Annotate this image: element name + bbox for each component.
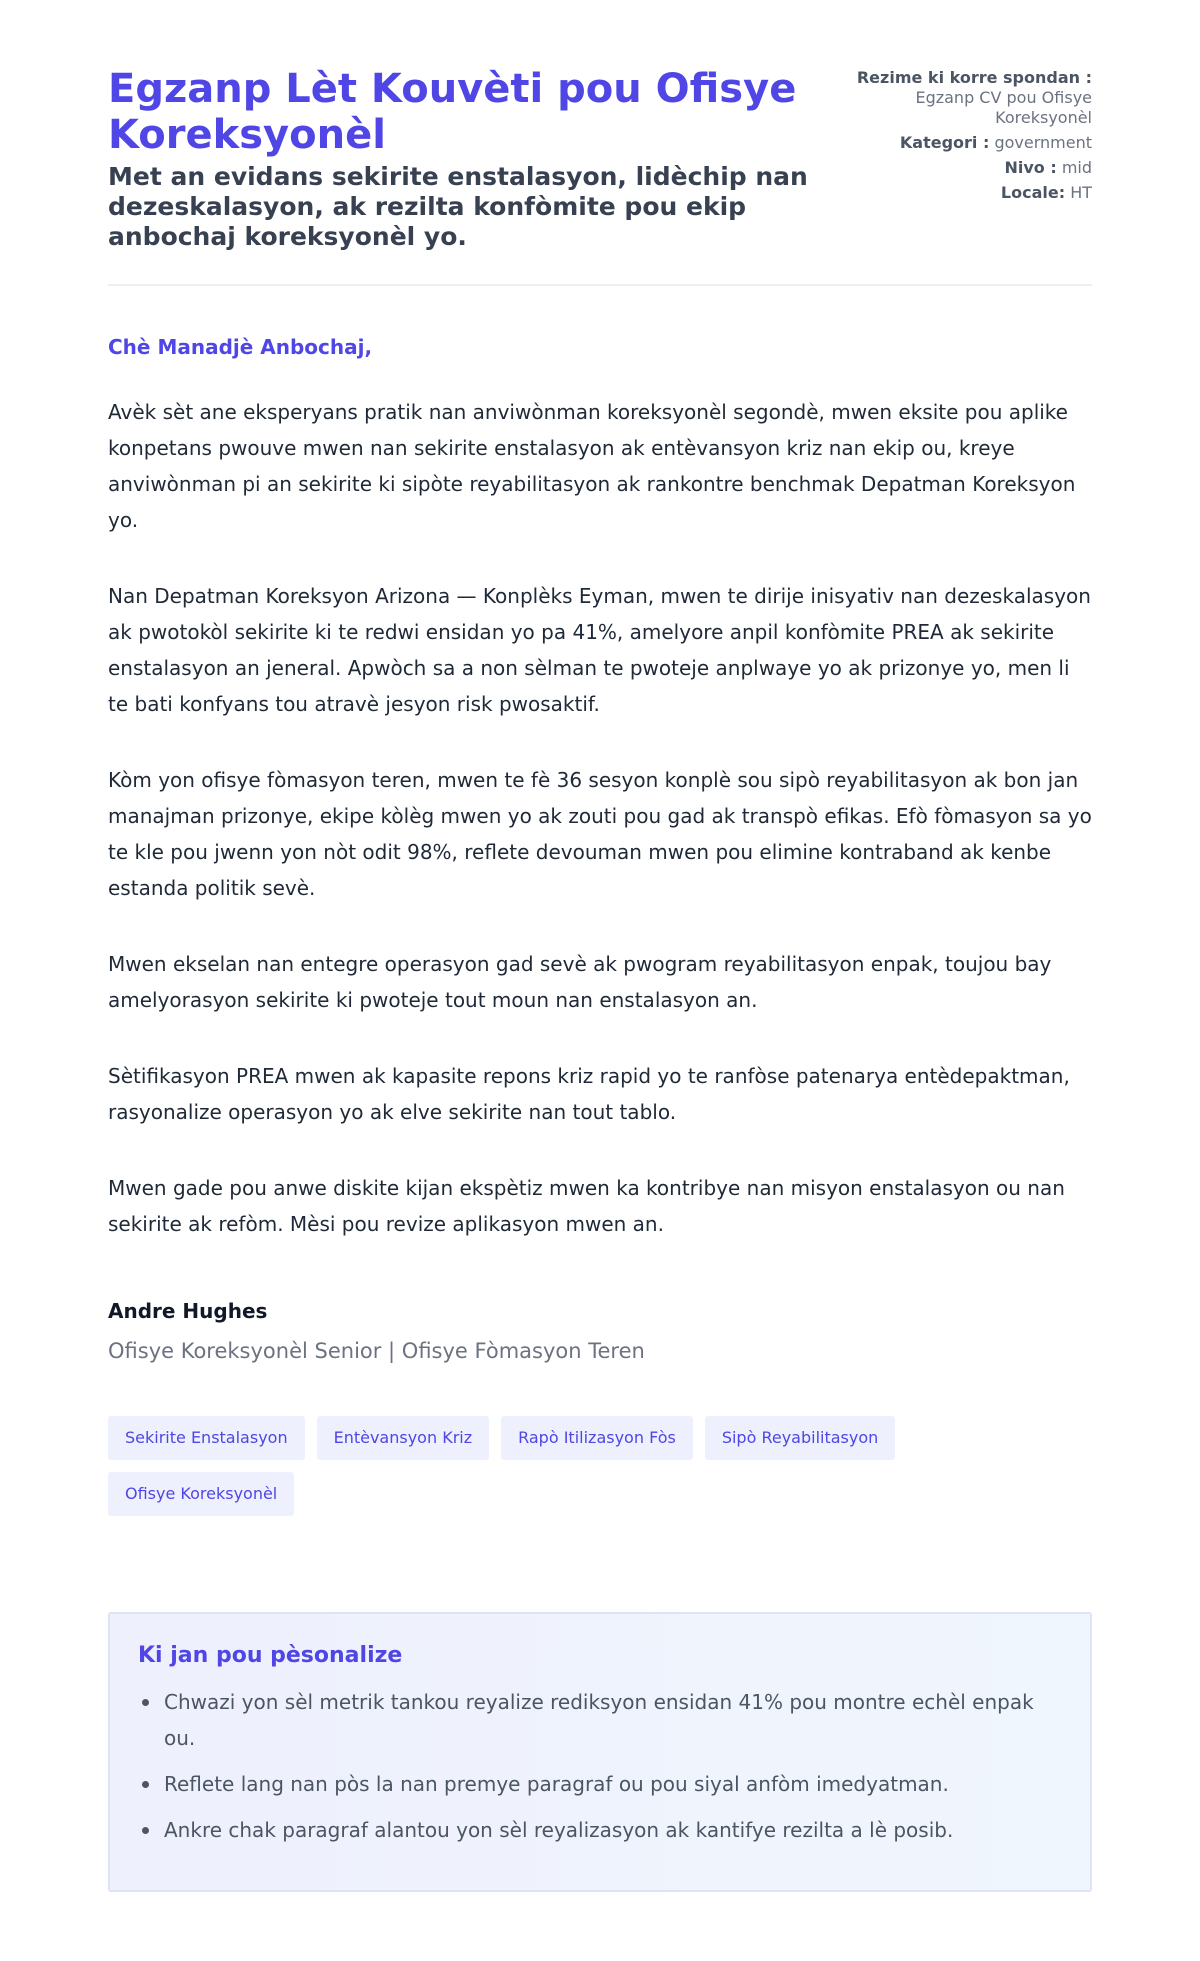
tips-title: Ki jan pou pèsonalize (138, 1643, 403, 1668)
meta-category-value: government (994, 133, 1092, 152)
tip-item: Reflete lang nan pòs la nan premye paragraf ou pou siyal anfòm imedyatman. (138, 1766, 1062, 1802)
page-subtitle: Met an evidans sekirite enstalasyon, lidèchip nan dezeskalasyon, ak rezilta konfòmite pou ekip anbochaj koreksyonèl yo. (108, 162, 808, 251)
meta-locale (842, 183, 1092, 203)
letter-paragraph: Mwen gade pou anwe diskite kijan ekspètiz mwen ka kontribye nan misyon enstalasyon ou nan sekirite ak refòm. Mèsi pou revize aplikasyon mwen an. (108, 1176, 1065, 1236)
letter-paragraph: Sètifikasyon PREA mwen ak kapasite repons kriz rapid yo te ranfòse patenarya entèdepaktman, rasyonalize operasyon yo ak elve sekirite nan tout tablo. (108, 1064, 1070, 1124)
letter-paragraph: Avèk sèt ane eksperyans pratik nan anviwònman koreksyonèl segondè, mwen eksite pou aplike konpetans pwouve mwen nan sekirite enstalasyon ak entèvansyon kriz nan ekip ou, kreye anviwònman pi an sekirite ki sipòte reyabilitasyon ak rankontre benchmak Depatman Koreksyon yo. (108, 400, 1076, 532)
meta-locale-key: Locale: (1000, 183, 1066, 202)
meta-resume-key: Rezime ki korre spondan : (856, 68, 1092, 87)
customization-tips-box (108, 1612, 1092, 1892)
meta-category-key: Kategori : (899, 133, 990, 152)
signature-name: Andre Hughes (108, 1299, 268, 1323)
meta-level-value: mid (1061, 158, 1092, 177)
letter-paragraph: Kòm yon ofisye fòmasyon teren, mwen te fè 36 sesyon konplè sou sipò reyabilitasyon ak bon jan manajman prizonye, ekipe kòlèg mwen yo ak zouti pou gad ak transpò efikas. Efò fòmasyon sa yo te kle pou jwenn yon nòt odit 98%, reflete devouman mwen pou elimine kontraband ak kenbe estanda politik sevè. (108, 768, 1092, 900)
letter-paragraph: Mwen ekselan nan entegre operasyon gad sevè ak pwogram reyabilitasyon enpak, toujou bay amelyorasyon sekirite ki pwoteje tout moun nan enstalasyon an. (108, 952, 1052, 1012)
page-title: Egzanp Lèt Kouvèti pou Ofisye Koreksyonèl (108, 66, 797, 158)
tip-item: Ankre chak paragraf alantou yon sèl reyalizasyon ak kantifye rezilta a lè posib. (138, 1812, 1062, 1848)
document-header (108, 0, 1092, 286)
letter-salutation: Chè Manadjè Anbochaj, (108, 335, 373, 359)
skill-tag: Entèvansyon Kriz (317, 1416, 490, 1460)
letter-body (108, 394, 1092, 1242)
meta-resume (842, 68, 1092, 128)
tips-list (138, 1684, 1062, 1848)
meta-level-key: Nivo : (1004, 158, 1057, 177)
tip-item: Chwazi yon sèl metrik tankou reyalize rediksyon ensidan 41% pou montre echèl enpak ou. (138, 1684, 1062, 1756)
meta-locale-value: HT (1070, 183, 1092, 202)
skill-tag: Sekirite Enstalasyon (108, 1416, 305, 1460)
skill-tags (108, 1416, 968, 1516)
metadata-panel (842, 68, 1092, 208)
title-block (108, 66, 848, 252)
letter-paragraph: Nan Depatman Koreksyon Arizona — Konplèks Eyman, mwen te dirije inisyativ nan dezeskalasyon ak pwotokòl sekirite ki te redwi ensidan yo pa 41%, amelyore anpil konfòmite PREA ak sekirite enstalasyon an jeneral. Apwòch sa a non sèlman te pwoteje anplwaye yo ak prizonye yo, men li te bati konfyans tou atravè jesyon risk pwosaktif. (108, 584, 1091, 716)
skill-tag: Sipò Reyabilitasyon (705, 1416, 895, 1460)
meta-category (842, 133, 1092, 153)
meta-resume-value: Egzanp CV pou Ofisye Koreksyonèl (915, 88, 1092, 127)
skill-tag: Ofisye Koreksyonèl (108, 1472, 294, 1516)
signature-block (108, 1298, 1092, 1364)
meta-level (842, 158, 1092, 178)
signature-title: Ofisye Koreksyonèl Senior | Ofisye Fòmasyon Teren (108, 1339, 645, 1363)
skill-tag: Rapò Itilizasyon Fòs (501, 1416, 693, 1460)
